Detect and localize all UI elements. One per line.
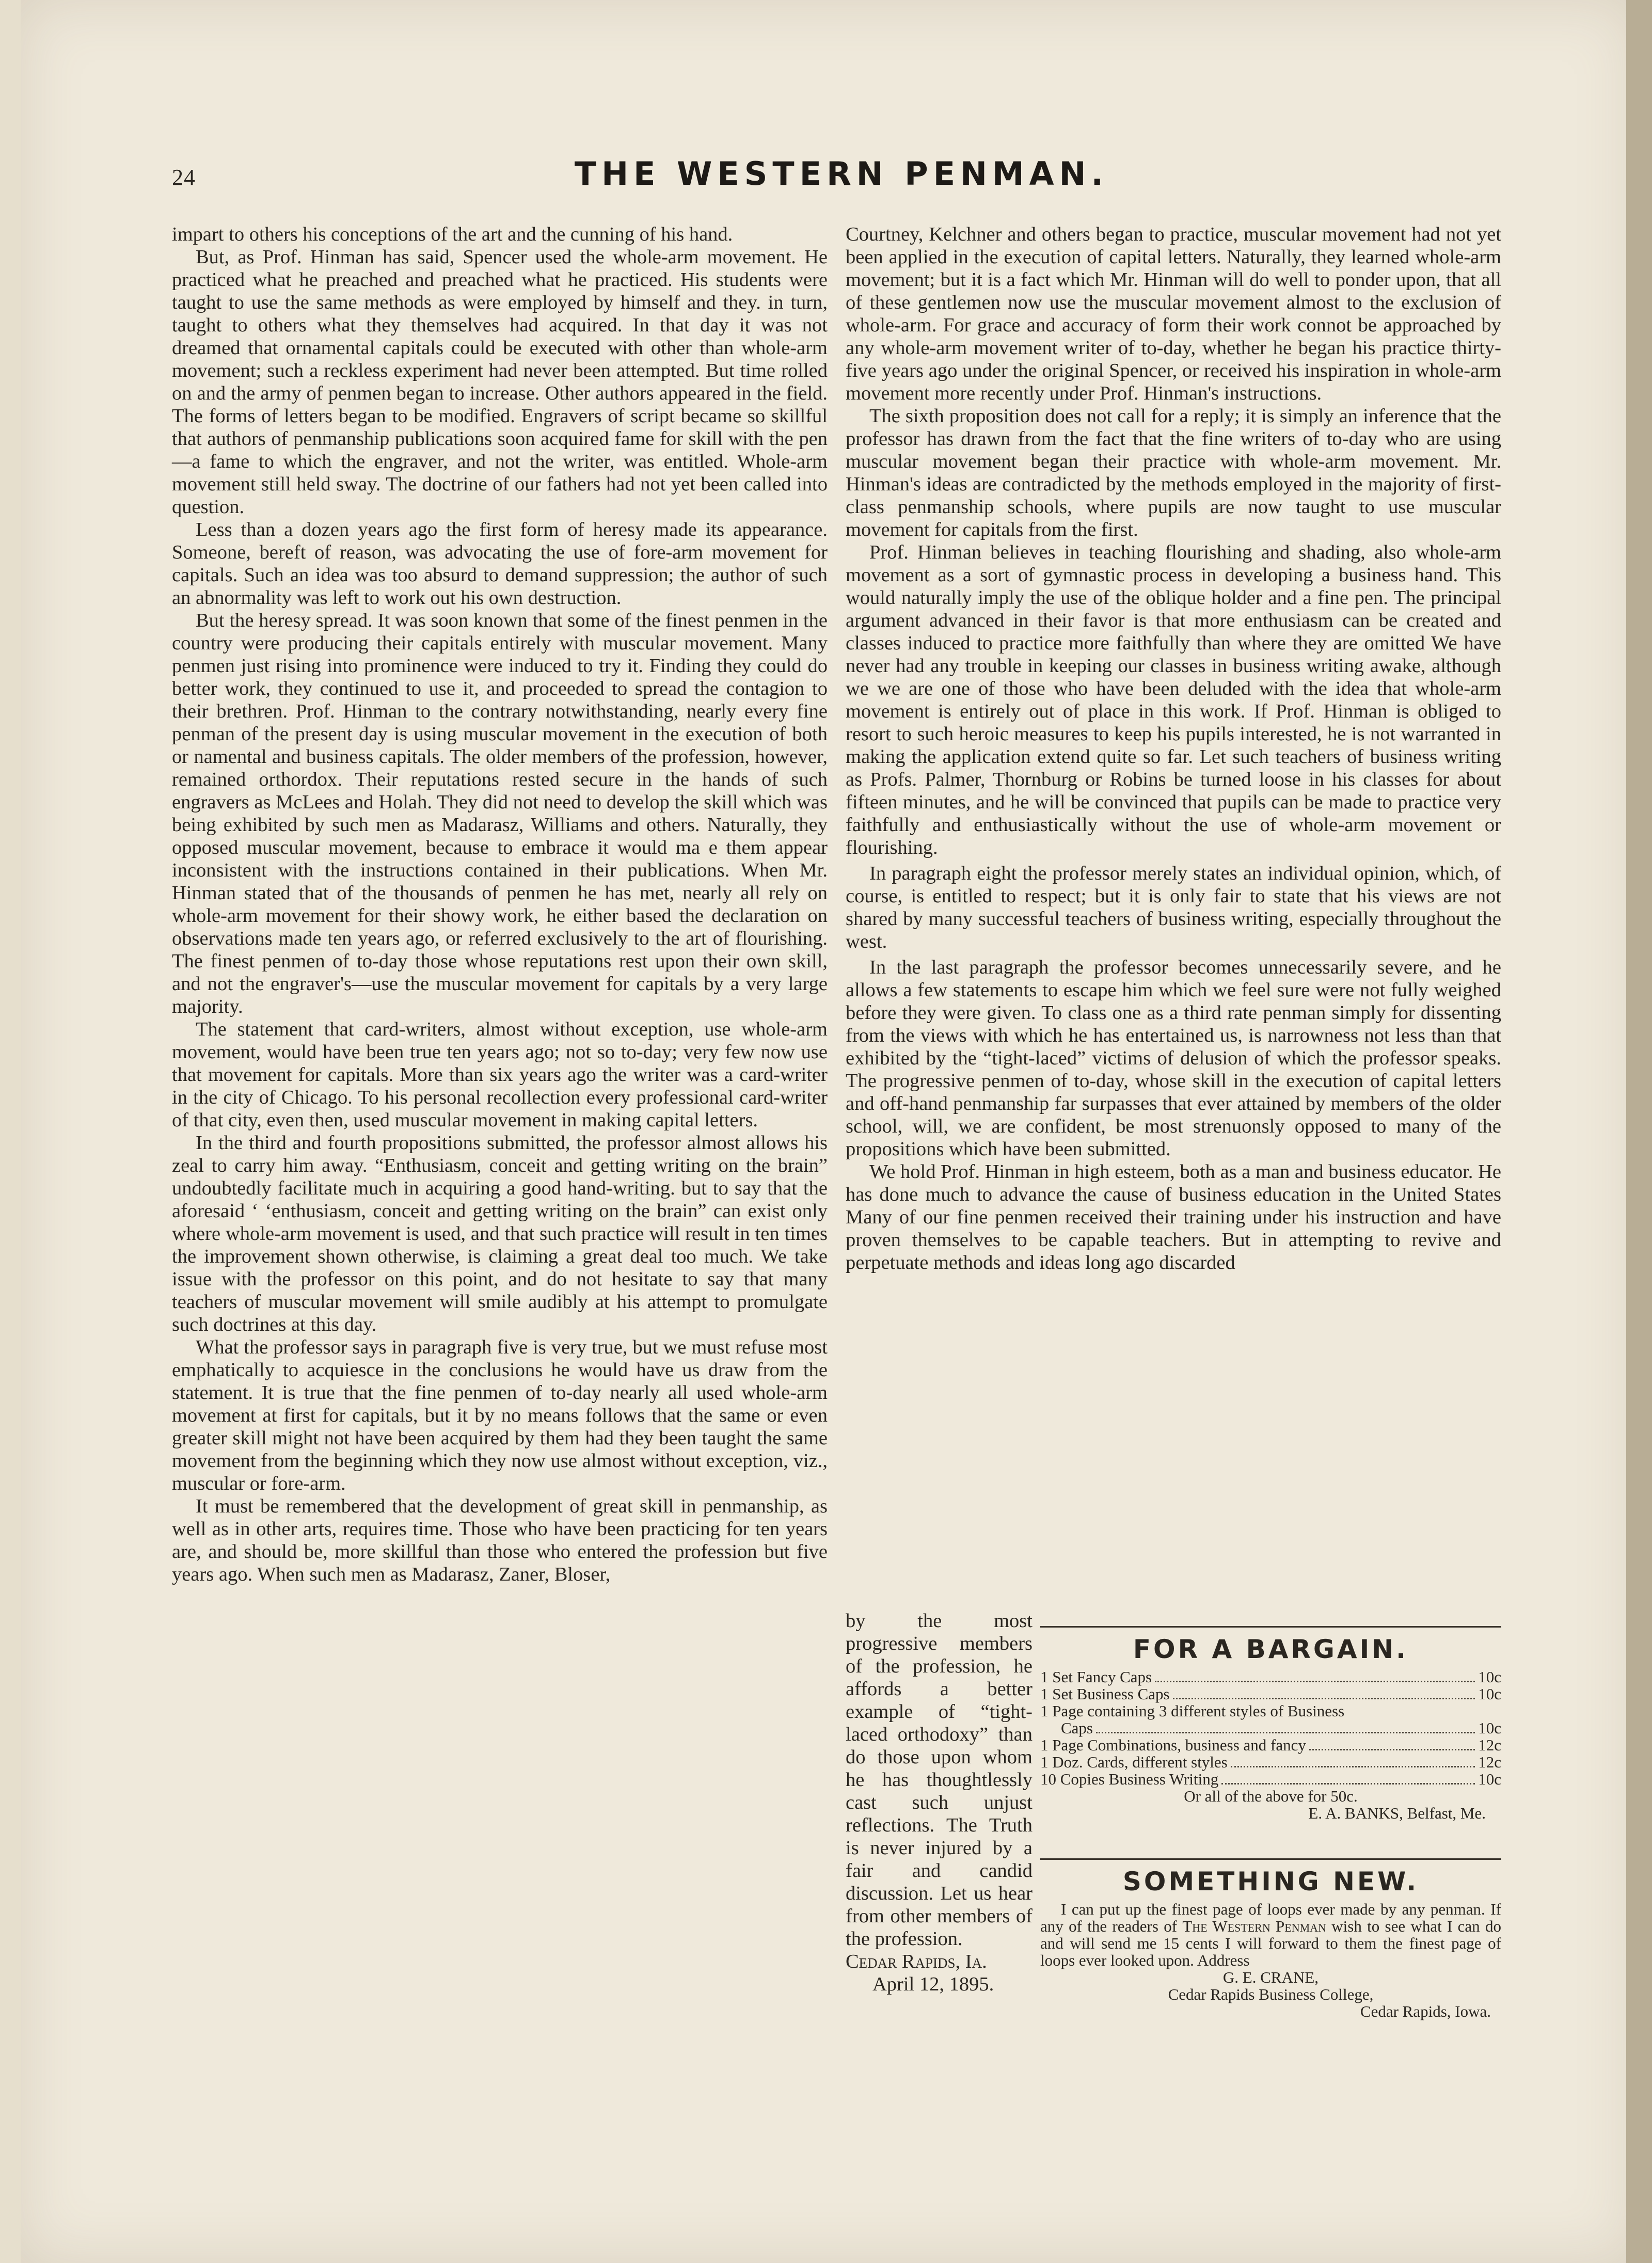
paragraph: But, as Prof. Hinman has said, Spencer used the whole-arm movement. He practiced what he preached and preached what he practiced. His students were taught to use the same methods as were employed by himself and they. in turn, taught to others what they themselves had acquired. In that day it was not dreamed that ornamental capitals could be executed with other than whole-arm movement; such a reckless experiment had never been attempted. But time rolled on and the army of penmen began to increase. Other authors appeared in the field. The forms of letters began to be modified. Engravers of script became so skillful that authors of penmanship publications soon acquired fame for skill with the pen—a fame to which the engraver, and not the writer, was entitled. Whole-arm movement still held sway. The doctrine of our fathers had not yet been called into question.	[172, 246, 828, 518]
masthead: THE WESTERN PENMAN.	[574, 155, 1109, 193]
price-list-item	[1040, 1771, 1501, 1788]
page-number: 24	[172, 165, 196, 190]
item-price: 12c	[1478, 1736, 1501, 1754]
paragraph: But the heresy spread. It was soon known that some of the finest penmen in the country were producing their capitals entirely with muscular movement. Many penmen just rising into prominence were induced to try it. Finding they could do better work, they continued to use it, and proceeded to spread the contagion to their brethren. Prof. Hinman to the contrary notwithstanding, nearly every fine penman of the present day is using muscular movement in the execution of both or namental and business capitals. The older members of the profession, however, remained orthordox. Their reputations rested secure in the hands of such engravers as McLees and Holah. They did not need to develop the skill which was being exhibited by such men as Madarasz, Williams and others. Naturally, they opposed muscular movement, because to embrace it would ma e them appear inconsistent with the instructions contained in their publications. When Mr. Hinman stated that of the thousands of penmen he has met, nearly all rely on whole-arm movement for their showy work, he either based the declaration on observations made ten years ago, or referred exclusively to the art of flourishing. The finest penmen of to-day those whose reputations rest upon their own skill, and not the engraver's—use the muscular movement for capitals by a very large majority.	[172, 610, 828, 1017]
item-label: 10 Copies Business Writing	[1040, 1770, 1219, 1788]
paragraph: In the third and fourth propositions submitted, the professor almost allows his zeal to carry him away. “Enthusiasm, conceit and getting writing on the brain” undoubtedly facilitate much in acquiring a good hand-writing. but to say that the aforesaid ‘ ‘enthusiasm, conceit and getting writing on the brain” can exist only where whole-arm movement is used, and that such practice will result in ten times the improvement shown otherwise, is claiming a great deal too much. We take issue with the professor on this point, and do not hesitate to say that many teachers of muscular movement will smile audibly at his attempt to promulgate such doctrines at this day.	[172, 1132, 828, 1335]
advertiser-name: G. E. CRANE,	[1222, 1968, 1319, 1986]
article-right-column	[846, 223, 1501, 1274]
divider	[1040, 1626, 1501, 1628]
leader-dots	[1155, 1681, 1475, 1682]
dateline-city	[846, 1950, 1032, 1973]
ad-body-text: wish to see what I can do and will send me 15 cents I will forward to them the finest page of loops ever looked upon. Address	[1040, 1917, 1501, 1969]
paragraph: Less than a dozen years ago the first form of heresy made its appearance. Someone, bereft of reason, was advocating the use of fore-arm movement for capitals. Such an idea was too absurd to demand suppression; the author of such an abnormality was left to work out his own destruction.	[172, 519, 828, 609]
paragraph: Courtney, Kelchner and others began to practice, muscular movement had not yet been applied in the execution of capital letters. Naturally, they learned whole-arm movement; but it is a fact which Mr. Hinman will do well to ponder upon, that all of these gentlemen now use the muscular movement almost to the exclusion of whole-arm. For grace and accuracy of form their work connot be approached by any whole-arm movement writer of to-day, whether he began his practice thirty-five years ago under the original Spencer, or received his inspiration in whole-arm movement more recently under Prof. Hinman's instructions.	[846, 224, 1501, 404]
item-price: 10c	[1478, 1770, 1501, 1788]
item-label: Caps	[1061, 1719, 1093, 1737]
leader-dots	[1309, 1749, 1475, 1750]
price-list-item	[1040, 1685, 1501, 1702]
paragraph: The sixth proposition does not call for a reply; it is simply an inference that the professor has drawn from the fact that the fine writers of to-day who are using muscular movement began their practice with whole-arm movement. Mr. Hinman's ideas are contradicted by the methods employed in the majority of first-class penmanship schools, where pupils are now taught to use muscular movement for capitals from the first.	[846, 405, 1501, 540]
ad-offer: Or all of the above for 50c.	[1184, 1787, 1358, 1805]
paragraph: It must be remembered that the development of great skill in penmanship, as well as in other arts, requires time. Those who have been practicing for ten years are, and should be, more skillful than those who entered the profession but five years ago. When such men as Madarasz, Zaner, Bloser,	[172, 1495, 828, 1585]
item-price: 10c	[1478, 1719, 1501, 1737]
price-list-item	[1040, 1719, 1501, 1736]
article-continuation	[846, 1609, 1032, 1996]
ad-title: SOMETHING NEW.	[1122, 1867, 1419, 1897]
ad-title: FOR A BARGAIN.	[1133, 1634, 1409, 1664]
publication-name: The Western Penman	[1182, 1917, 1326, 1935]
item-price: 10c	[1478, 1668, 1501, 1686]
price-list-item	[1040, 1754, 1501, 1771]
paragraph: In the last paragraph the professor becomes unnecessarily severe, and he allows a few statements to escape him which we feel sure were not fully weighed before they were given. To class one as a third rate penman simply for dissenting from the views with which he has entertained us, is narrowness not less than that exhibited by the “tight-laced” victims of delusion of which the professor speaks. The progressive penmen of to-day, whose skill in the execution of capital letters and off-hand penmanship far surpasses that ever attained by members of the older school, will, we are confident, be most strenuonsly opposed to many of the propositions which have been submitted.	[846, 957, 1501, 1160]
item-price: 12c	[1478, 1753, 1501, 1771]
divider	[1040, 1858, 1501, 1860]
price-list-item	[1040, 1702, 1501, 1719]
paragraph: What the professor says in paragraph five is very true, but we must refuse most emphatically to acquiesce in the conclusions he would have us draw from the statement. It is true that the fine penmen of to-day nearly all used whole-arm movement at first for capitals, but it by no means follows that the same or even greater skill might not have been acquired by them had they been taught the same movement from the beginning which they now use almost without exception, viz., muscular or fore-arm.	[172, 1336, 828, 1494]
ad-signature: E. A. BANKS, Belfast, Me.	[1308, 1804, 1486, 1822]
item-label: 1 Doz. Cards, different styles	[1040, 1753, 1228, 1771]
item-label: 1 Set Business Caps	[1040, 1685, 1170, 1703]
paragraph: We hold Prof. Hinman in high esteem, both as a man and business educator. He has done much to advance the cause of business education in the United States Many of our fine penmen received their training under his instruction and have proven themselves to be capable teachers. But in attempting to revive and perpetuate methods and ideas long ago discarded	[846, 1161, 1501, 1273]
ad-something-new	[1040, 1858, 1501, 2020]
dateline-city-text: Cedar Rapids, Ia.	[846, 1951, 987, 1972]
price-list-item	[1040, 1736, 1501, 1754]
ad-for-a-bargain	[1040, 1626, 1501, 1822]
item-price: 10c	[1478, 1685, 1501, 1703]
ad-body	[1040, 1901, 1501, 1969]
paragraph: The statement that card-writers, almost without exception, use whole-arm movement, would have been true ten years ago; not so to-day; very few now use that movement for capitals. More than six years ago the writer was a card-writer in the city of Chicago. To his personal recollection every professional card-writer of that city, even then, used muscular movement in making capital letters.	[172, 1018, 828, 1131]
dateline-date: April 12, 1895.	[872, 1973, 994, 1995]
leader-dots	[1096, 1732, 1475, 1733]
leader-dots	[1173, 1698, 1475, 1699]
item-label: 1 Set Fancy Caps	[1040, 1668, 1152, 1686]
leader-dots	[1221, 1783, 1475, 1784]
page-edge	[1626, 0, 1652, 2263]
leader-dots	[1231, 1766, 1475, 1767]
paragraph: In paragraph eight the professor merely states an individual opinion, which, of course, is entitled to respect; but it is only fair to state that his views are not shared by many successful teachers of business writing, especially throughout the west.	[846, 863, 1501, 952]
item-label: 1 Page containing 3 different styles of Business	[1040, 1702, 1345, 1720]
price-list-item	[1040, 1668, 1501, 1685]
advertiser-school: Cedar Rapids Business College,	[1168, 1985, 1374, 2003]
paragraph: impart to others his conceptions of the art and the cunning of his hand.	[172, 224, 733, 245]
ad-body-text: I can put up the finest page of loops ever made by any penman. If any of the readers of	[1040, 1900, 1501, 1935]
advertiser-city: Cedar Rapids, Iowa.	[1360, 2002, 1491, 2020]
paragraph: Prof. Hinman believes in teaching flourishing and shading, also whole-arm movement as a sort of gymnastic process in developing a business hand. This would naturally imply the use of the oblique holder and a fine pen. The principal argument advanced in their favor is that more enthusiasm can be created and classes induced to practice more faithfully than where they are omitted We have never had any trouble in keeping our classes in business writing awake, although we we are one of those who have been deluded with the idea that whole-arm movement is entirely out of place in this work. If Prof. Hinman is obliged to resort to such heroic measures to keep his pupils interested, he is not warranted in making the application extend quite so far. Let such teachers of business writing as Profs. Palmer, Thornburg or Robins be turned loose in his classes for about fifteen minutes, and he will be convinced that pupils can be made to practice very faithfully and enthusiastically without the use of whole-arm movement or flourishing.	[846, 541, 1501, 858]
item-label: 1 Page Combinations, business and fancy	[1040, 1736, 1306, 1754]
paragraph: by the most progressive members of the profession, he affords a better example of “tight-laced orthodoxy” than do those upon whom he has thoughtlessly cast such unjust reflections. The Truth is never injured by a fair and candid discussion. Let us hear from other members of the profession.	[846, 1610, 1032, 1950]
article-left-column	[172, 223, 828, 1586]
